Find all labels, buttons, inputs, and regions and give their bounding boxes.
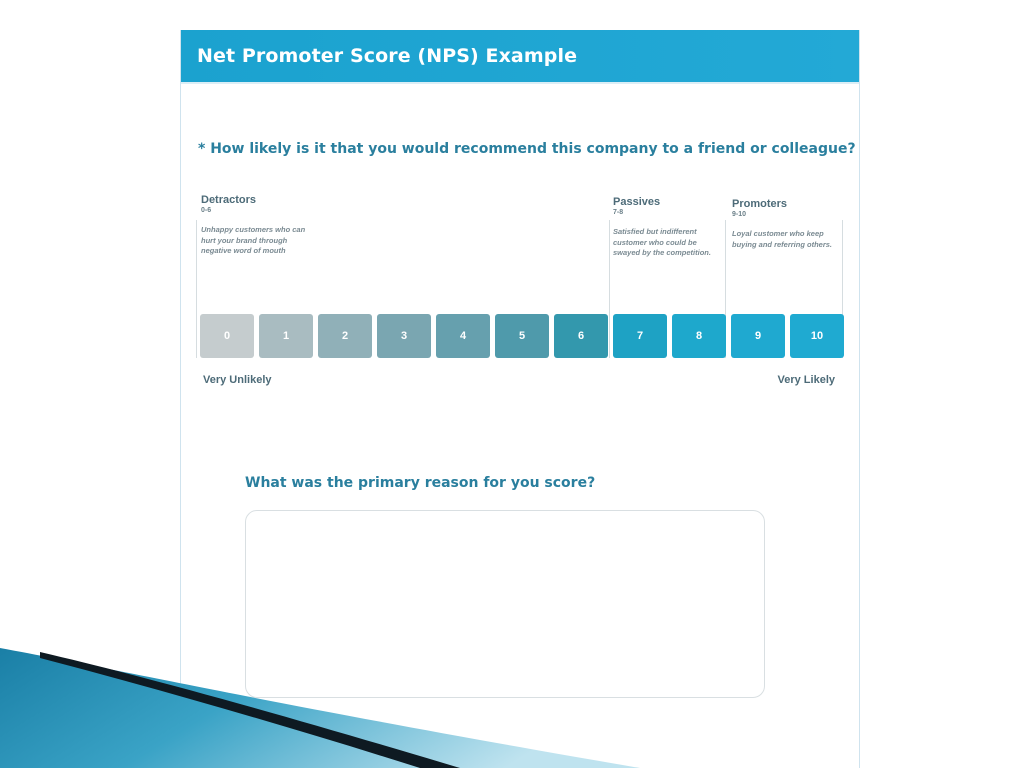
score-scale [200,314,844,358]
score-option-7[interactable]: 7 [613,314,667,358]
score-option-5[interactable]: 5 [495,314,549,358]
passives-range: 7-8 [613,209,624,216]
very-likely-label: Very Likely [777,374,835,386]
reason-question: What was the primary reason for you score? [245,475,596,491]
score-option-8[interactable]: 8 [672,314,726,358]
promoters-title: Promoters [732,198,788,210]
score-option-0[interactable]: 0 [200,314,254,358]
detractors-range: 0-6 [201,207,212,214]
score-option-10[interactable]: 10 [790,314,844,358]
survey-header [181,30,859,84]
score-option-6[interactable]: 6 [554,314,608,358]
divider [196,220,197,358]
promoters-range: 9-10 [732,211,747,218]
very-unlikely-label: Very Unlikely [203,374,272,386]
passives-description: Satisfied but indifferent customer who could be swayed by the competition. [613,227,711,257]
score-option-4[interactable]: 4 [436,314,490,358]
page-title: Net Promoter Score (NPS) Example [197,45,578,67]
score-option-3[interactable]: 3 [377,314,431,358]
passives-title: Passives [613,196,661,208]
reason-textarea[interactable] [245,510,765,698]
detractors-title: Detractors [201,194,257,206]
promoters-description: Loyal customer who keep buying and referring others. [732,229,833,249]
score-option-1[interactable]: 1 [259,314,313,358]
score-option-2[interactable]: 2 [318,314,372,358]
detractors-description: Unhappy customers who can hurt your brand through negative word of mouth [201,225,306,255]
score-option-9[interactable]: 9 [731,314,785,358]
likelihood-question: * How likely is it that you would recommend this company to a friend or colleague? [198,141,856,157]
passives-group [613,196,725,259]
promoters-group [732,198,842,250]
nps-survey-card [180,30,860,768]
detractors-group [201,194,311,257]
